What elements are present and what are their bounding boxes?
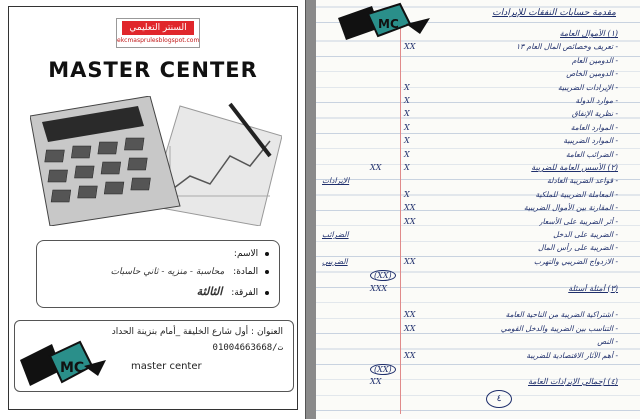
notes-heading: مقدمة حسابات النفقات للإيرادات: [492, 8, 616, 18]
section-title: (٣) أمثلة أسئلة: [568, 283, 618, 293]
list-item-text: - التناسب بين الضريبة والدخل القومي: [500, 323, 618, 333]
list-item-text: - المعاملة الضريبية للملكية: [535, 189, 618, 199]
list-item-text: - موارد الدولة: [575, 96, 618, 105]
check-mark: X: [404, 96, 410, 105]
band-value: الثالثة: [196, 285, 223, 298]
check-mark: X: [404, 189, 410, 199]
list-item-text: - أثر الضريبة على الأسعار: [538, 216, 618, 226]
list-item-text: - تعريف وخصائص المال العام ١٣: [516, 42, 618, 52]
brand-url: ekcmasprulesblogspot.com: [117, 37, 200, 44]
check-mark: XX: [404, 216, 416, 226]
margin-mark: (XX): [370, 270, 396, 281]
section-title: (٢) الأسس العامة للضريبة: [531, 163, 618, 172]
brand-arabic-name: السنتر التعليمي: [122, 21, 194, 35]
margin-mark: XXX: [370, 283, 388, 293]
side-tag: الضريبي: [322, 256, 348, 266]
margin-mark: (XX): [370, 364, 396, 375]
name-label: الاسم:: [233, 249, 259, 259]
brand-badge: [116, 18, 200, 48]
check-mark: X: [404, 109, 410, 119]
band-label: الفرقة:: [231, 288, 259, 298]
page-number: ٤: [486, 390, 512, 408]
check-mark: X: [404, 122, 410, 132]
info-row-subject: [45, 267, 269, 285]
margin-mark: XX: [370, 377, 382, 387]
cover-page: [0, 0, 306, 419]
check-mark: XX: [404, 256, 416, 266]
check-mark: X: [404, 136, 410, 146]
list-item-text: - المقارنة بين الأموال الضريبية: [523, 203, 618, 213]
margin-mark: XX: [370, 163, 382, 172]
calculator-illustration: [30, 96, 282, 226]
svg-text:MC: MC: [378, 17, 399, 31]
list-item-text: - أهم الآثار الاقتصادية للضريبة: [526, 350, 618, 360]
student-info-box: [36, 240, 280, 308]
section-title: (١) الأموال العامة: [559, 29, 618, 38]
info-row-band: [45, 285, 269, 303]
check-mark: X: [404, 149, 410, 159]
list-item-text: - الدومين الخاص: [566, 69, 618, 79]
side-tag: الضرائب: [322, 230, 349, 239]
address-text: العنوان : أول شارع الخليفة _أمام بنزينة الحداد: [111, 327, 283, 337]
check-mark: XX: [404, 350, 416, 360]
list-item-text: - قواعد الضريبة العادلة: [547, 176, 618, 186]
check-mark: XX: [404, 310, 416, 320]
check-mark: XX: [404, 203, 416, 213]
list-item: [316, 376, 640, 391]
subject-value: محاسبة - منزيه - ثاني حاسبات: [110, 267, 225, 277]
list-item-text: - الازدواج الضريبي والتهرب: [533, 256, 618, 266]
list-item-text: - الموارد العامة: [570, 122, 618, 132]
bullet-icon: [265, 291, 269, 295]
phone-number: 01004663668/ت: [212, 343, 283, 353]
side-tag: الإيرادات: [322, 176, 350, 186]
check-mark: X: [404, 163, 410, 172]
list-item-text: - اشتراكية الضريبة من الناحية العامة: [505, 310, 618, 320]
check-mark: XX: [404, 323, 416, 333]
check-mark: XX: [404, 42, 416, 52]
bullet-icon: [265, 270, 269, 274]
mc-logo-icon: [18, 336, 108, 396]
list-item-text: - الضريبة على الدخل: [553, 230, 618, 239]
bullet-icon: [265, 252, 269, 256]
subject-label: المادة:: [233, 267, 259, 277]
list-item-text: - الدومين العام: [571, 55, 618, 65]
list-item-text: - الموارد الضريبية: [563, 136, 618, 146]
list-item-text: - نظرية الإنفاق: [571, 109, 618, 119]
section-title: (٤) إجمالي الإيرادات العامة: [527, 377, 618, 387]
list-item-text: - الإيرادات الضريبية: [557, 82, 618, 92]
list-item-text: - الضرائب العامة: [565, 149, 618, 159]
notes-page: [316, 0, 640, 419]
info-row-name: [45, 249, 269, 267]
list-item-text: - النص: [597, 337, 618, 347]
check-mark: X: [404, 82, 410, 92]
footer-brand-text: master center: [131, 361, 202, 372]
list-item-text: - الضريبة على رأس المال: [538, 243, 618, 253]
svg-text:MC: MC: [60, 360, 85, 376]
cover-title: MASTER CENTER: [48, 58, 258, 82]
